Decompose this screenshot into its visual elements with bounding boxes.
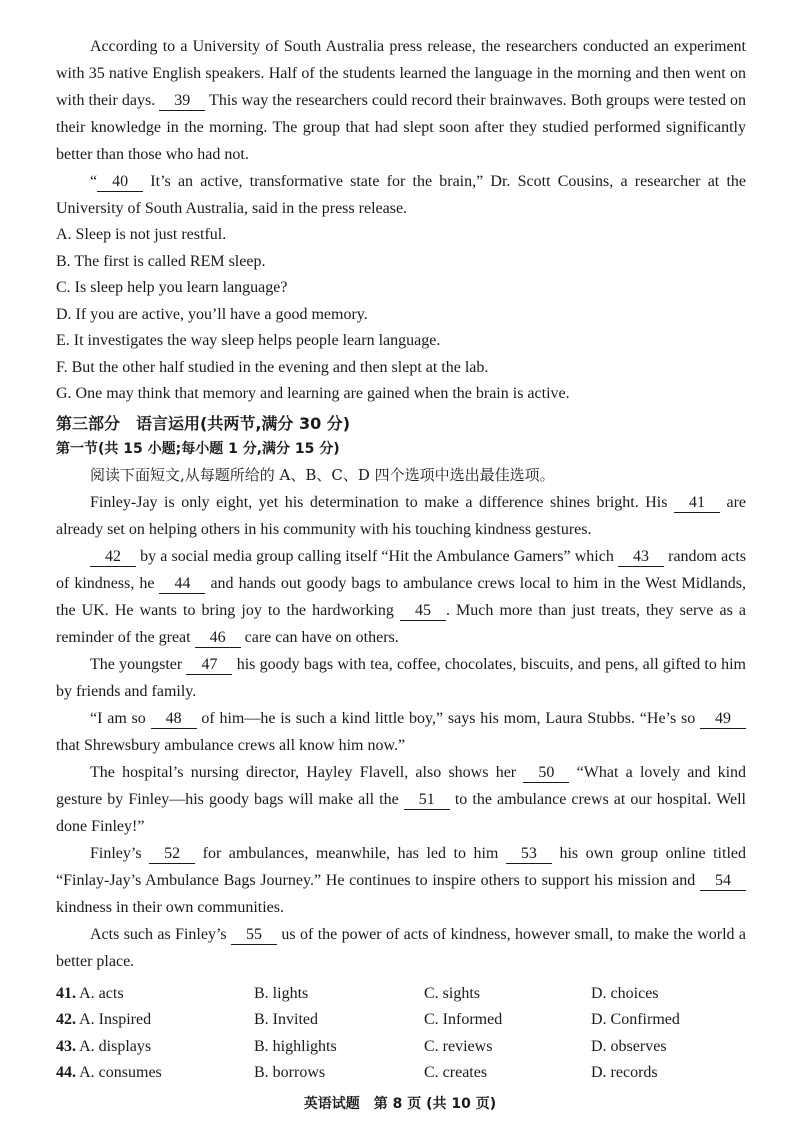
reading-text: This way the researchers could record their brainwaves. Both groups were tested on their knowledge in the morning. The group that had slept soon after they studied performed significantly better than those who had not. (56, 92, 747, 163)
cloze-paragraph-4 (56, 705, 746, 759)
blank-53: 53 (506, 845, 552, 864)
reading-paragraph-1 (56, 33, 746, 168)
choice-c: C. reviews (424, 1037, 493, 1055)
blank-43: 43 (618, 548, 664, 567)
cloze-text: The youngster (90, 655, 187, 673)
cloze-text: Acts such as Finley’s (90, 925, 232, 943)
cloze-text: “I am so (90, 709, 151, 727)
question-label (56, 1007, 151, 1034)
blank-51: 51 (404, 791, 450, 810)
choice-d: D. choices (591, 984, 659, 1002)
question-label (56, 1060, 162, 1087)
choice-c: C. creates (424, 1064, 488, 1081)
choice-b: B. lights (254, 984, 309, 1002)
seven-choice-options (56, 222, 746, 408)
reading-text: It’s an active, transformative state for the brain,” Dr. Scott Cousins, a researcher at the University of South Australia, said in the press release. (56, 173, 746, 217)
question-number: 43. (56, 1037, 76, 1055)
option-b: B. The first is called REM sleep. (56, 252, 266, 270)
choice-a: A. Inspired (79, 1011, 152, 1028)
question-number: 44. (56, 1064, 76, 1081)
cloze-text: us of the power of acts of kindness, however small, to make the world a better place. (56, 925, 747, 970)
cloze-paragraph-7 (56, 921, 746, 975)
cloze-text: random acts of kindness, he (56, 547, 747, 592)
question-label (56, 981, 124, 1008)
cloze-text: for ambulances, meanwhile, has led to him (195, 844, 506, 862)
choice-d: D. observes (591, 1037, 667, 1055)
cloze-text: “What a lovely and kind gesture by Finley—his goody bags will make all the (56, 763, 747, 808)
choice-c: C. Informed (424, 1011, 503, 1028)
blank-41: 41 (674, 494, 720, 513)
cloze-text: that Shrewsbury ambulance crews all know him now.” (56, 736, 406, 754)
cloze-paragraph-2 (56, 543, 746, 651)
cloze-paragraph-3 (56, 651, 746, 705)
choice-a: A. displays (79, 1037, 152, 1055)
page-content (56, 33, 746, 1087)
blank-42: 42 (90, 548, 136, 567)
question-41 (56, 981, 746, 1008)
section-title: 第三部分 语言运用(共两节,满分 30 分) (56, 413, 351, 433)
blank-39: 39 (159, 92, 205, 111)
cloze-text: Finley’s (90, 844, 150, 862)
section-instruction: 阅读下面短文,从每题所给的 A、B、C、D 四个选项中选出最佳选项。 (90, 465, 555, 484)
cloze-text: . Much more than just treats, they serve as a reminder of the great (56, 601, 747, 646)
blank-50: 50 (523, 764, 569, 783)
cloze-text: of him—he is such a kind little boy,” says his mom, Laura Stubbs. “He’s so (196, 709, 701, 727)
question-label (56, 1034, 151, 1061)
blank-52: 52 (149, 845, 195, 864)
cloze-text: his goody bags with tea, coffee, chocolates, biscuits, and pens, all gifted to him by friends and family. (56, 655, 746, 700)
blank-54: 54 (700, 872, 746, 891)
cloze-text: to the ambulance crews at our hospital. Well done Finley!” (56, 790, 747, 835)
cloze-text: kindness in their own communities. (56, 898, 284, 916)
reading-text: “ (90, 173, 98, 190)
cloze-paragraph-6 (56, 840, 746, 921)
choice-b: B. highlights (254, 1037, 337, 1055)
question-number: 42. (56, 1011, 76, 1028)
option-c: C. Is sleep help you learn language? (56, 279, 288, 296)
reading-paragraph-2 (56, 168, 746, 222)
choice-a: A. acts (79, 984, 124, 1002)
blank-55: 55 (231, 926, 277, 945)
option-f: F. But the other half studied in the evening and then slept at the lab. (56, 358, 489, 376)
option-e: E. It investigates the way sleep helps people learn language. (56, 332, 441, 349)
cloze-text: are already set on helping others in his community with his touching kindness gestures. (56, 493, 747, 538)
blank-47: 47 (186, 656, 232, 675)
choice-d: D. records (591, 1064, 658, 1081)
question-number: 41. (56, 984, 76, 1002)
choice-a: A. consumes (79, 1064, 162, 1081)
cloze-text: care can have on others. (240, 628, 399, 646)
cloze-text: The hospital’s nursing director, Hayley Flavell, also shows her (90, 763, 524, 781)
answer-choices (56, 981, 746, 1087)
choice-b: B. Invited (254, 1011, 318, 1028)
question-44 (56, 1060, 746, 1087)
reading-text: According to a University of South Australia press release, the researchers conducted an experiment with 35 native English speakers. Half of the students learned the language in the morning and then went on with their days. (56, 38, 746, 109)
cloze-text: his own group online titled “Finlay-Jay’s Ambulance Bags Journey.” He continues to inspire others to support his mission and (56, 844, 746, 889)
blank-44: 44 (159, 575, 205, 594)
cloze-paragraph-5 (56, 759, 746, 840)
cloze-text: and hands out goody bags to ambulance crews local to him in the West Midlands, the UK. He wants to bring joy to the hardworking (56, 574, 746, 619)
section-subtitle: 第一节(共 15 小题;每小题 1 分,满分 15 分) (56, 440, 340, 457)
question-42 (56, 1007, 746, 1034)
blank-46: 46 (195, 629, 241, 648)
option-a: A. Sleep is not just restful. (56, 226, 227, 243)
choice-d: D. Confirmed (591, 1011, 680, 1028)
choice-c: C. sights (424, 984, 481, 1002)
blank-45: 45 (400, 602, 446, 621)
cloze-text: by a social media group calling itself “Hit the Ambulance Gamers” which (136, 547, 618, 565)
question-43 (56, 1034, 746, 1061)
option-d: D. If you are active, you’ll have a good memory. (56, 305, 368, 323)
blank-49: 49 (700, 710, 746, 729)
cloze-paragraph-1 (56, 489, 746, 543)
blank-48: 48 (151, 710, 197, 729)
page-footer: 英语试题 第 8 页 (共 10 页) (303, 1096, 497, 1112)
option-g: G. One may think that memory and learning are gained when the brain is active. (56, 385, 570, 402)
choice-b: B. borrows (254, 1064, 326, 1081)
cloze-text: Finley-Jay is only eight, yet his determination to make a difference shines bright. His (90, 493, 674, 511)
blank-40: 40 (97, 173, 143, 192)
